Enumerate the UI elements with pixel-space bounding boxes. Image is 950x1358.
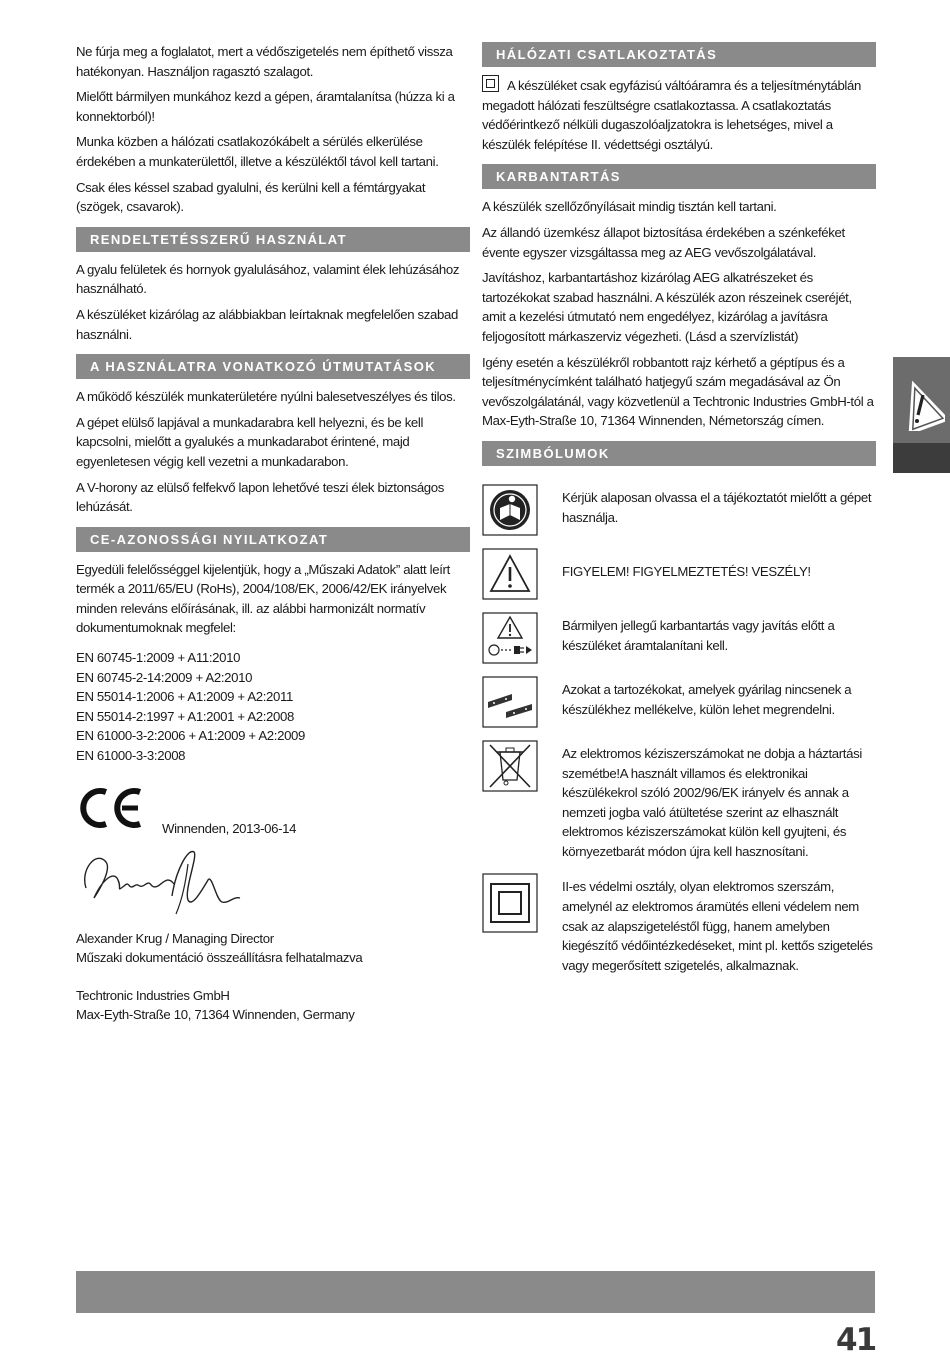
- unplug-warning-icon: [482, 612, 538, 664]
- standard-item: EN 60745-2-14:2009 + A2:2010: [76, 669, 253, 685]
- warning-icon: [482, 548, 538, 600]
- symbol-text: Bármilyen jellegű karbantartás vagy javítás előtt a készüléket áramtalanítani kell.: [562, 617, 835, 653]
- class-ii-icon: [482, 873, 538, 933]
- intro-paragraph-3: Munka közben a hálózati csatlakozókábelt a sérülés elkerülése érdekében a munkaterülettől, illetve a készüléktől távol kell tartani.: [76, 134, 439, 169]
- section-header-intended-use: RENDELTETÉSSZERŰ HASZNÁLAT: [76, 227, 470, 252]
- section-header-symbols: SZIMBÓLUMOK: [482, 441, 876, 466]
- section-header-ce-declaration: CE-AZONOSSÁGI NYILATKOZAT: [76, 527, 470, 552]
- symbol-text: FIGYELEM! FIGYELMEZTETÉS! VESZÉLY!: [562, 563, 811, 579]
- symbol-row: [482, 612, 876, 664]
- ce-declaration-paragraph: Egyedüli felelősséggel kijelentjük, hogy a „Műszaki Adatok” alatt leírt termék a 2011/65/EU (RoHs), 2004/108/EK, 2006/42/EK irányelvek minden releváns előírásának, ill. az alábbi harmonizált normatív dokumentumoknak megfelel:: [76, 561, 450, 636]
- section-header-maintenance: KARBANTARTÁS: [482, 164, 876, 189]
- maintenance-paragraph-2: Az állandó üzemkész állapot biztosítása érdekében a szénkeféket évente egyszer vizsgáltassa meg az AEG vevőszolgálatával.: [482, 224, 845, 260]
- symbol-text: II-es védelmi osztály, olyan elektromos szerszám, amelynél az elektromos áramütés elleni védelem nem csak az alapszigeteléstől függ, hanem amelyben kiegészítő védőintézkedéseket, mint pl. kettős szigetelés vagy megerősített szigetelés, alkalmaznak.: [562, 879, 873, 973]
- symbol-text: Azokat a tartozékokat, amelyek gyárilag nincsenek a készülékhez mellékelve, külön lehet megrendelni.: [562, 681, 852, 717]
- company-name: Techtronic Industries GmbH: [76, 987, 230, 1003]
- symbol-text: Kérjük alaposan olvassa el a tájékoztatót mielőtt a gépet használja.: [562, 489, 872, 525]
- intended-use-paragraph-1: A gyalu felületek és hornyok gyalulásához, valamint élek lehúzásához használható.: [76, 261, 460, 297]
- standard-item: EN 61000-3-3:2008: [76, 748, 186, 764]
- warning-tab-icon: [897, 377, 945, 431]
- ce-mark-icon: [76, 786, 144, 830]
- weee-bin-icon: [482, 740, 538, 792]
- intended-use-paragraph-2: A készüléket kizárólag az alábbiakban leírtaknak megfelelően szabad használni.: [76, 306, 458, 342]
- symbol-row: [482, 548, 876, 600]
- standards-list: [76, 648, 470, 766]
- usage-paragraph-1: A működő készülék munkaterületére nyúlni balesetveszélyes és tilos.: [76, 389, 456, 405]
- intro-paragraph-4: Csak éles késsel szabad gyalulni, és kerülni kell a fémtárgyakat (szögek, csavarok).: [76, 179, 426, 215]
- maintenance-paragraph-4: Igény esetén a készülékről robbantott rajz kérhető a géptípus és a teljesítménycímként található hatjegyű szám megadásával az Ön vevőszolgálatánál, vagy közvetlenül a Techtronic Industries GmbH-tól a Max-Eyth-Straße 10, 71364 Winnenden, Németország címen.: [482, 354, 874, 429]
- usage-paragraph-3: A V-horony az elülső felfekvő lapon lehetővé teszi élek biztonságos lehúzását.: [76, 479, 445, 515]
- mains-paragraph: A készüléket csak egyfázisú váltóáramra és a teljesítménytáblán megadott hálózati feszültségre csatlakoztassa. A csatlakoztatás védőérintkező nélküli dugaszolóaljzatokra is lehetséges, mivel a készülék felépítése II. védettségi osztályú.: [482, 75, 876, 154]
- symbol-row: [482, 484, 876, 536]
- intro-paragraph-2: Mielőtt bármilyen munkához kezd a gépen, áramtalanítsa (húzza ki a konnektorból)!: [76, 89, 455, 124]
- read-manual-icon: [482, 484, 538, 536]
- accessory-blades-icon: [482, 676, 538, 728]
- symbol-row: [482, 873, 876, 975]
- class-ii-inline-icon: [482, 75, 499, 92]
- place-date: Winnenden, 2013-06-14: [162, 820, 297, 836]
- side-warning-tab: [893, 357, 950, 473]
- standard-item: EN 55014-1:2006 + A1:2009 + A2:2011: [76, 689, 294, 705]
- symbol-row: [482, 676, 876, 728]
- ce-mark-row: [76, 786, 470, 836]
- section-header-mains-connection: HÁLÓZATI CSATLAKOZTATÁS: [482, 42, 876, 67]
- section-header-usage-instructions: A HASZNÁLATRA VONATKOZÓ ÚTMUTATÁSOK: [76, 354, 470, 379]
- standard-item: EN 61000-3-2:2006 + A1:2009 + A2:2009: [76, 728, 306, 744]
- standard-item: EN 55014-2:1997 + A1:2001 + A2:2008: [76, 708, 294, 724]
- signer-name: Alexander Krug / Managing Director: [76, 930, 274, 946]
- footer-bar: [76, 1271, 875, 1313]
- maintenance-paragraph-1: A készülék szellőzőnyílásait mindig tisztán kell tartani.: [482, 199, 777, 215]
- signature-icon: [76, 840, 246, 920]
- company-address: Max-Eyth-Straße 10, 71364 Winnenden, Germany: [76, 1007, 355, 1023]
- maintenance-paragraph-3: Javításhoz, karbantartáshoz kizárólag AEG alkatrészeket és tartozékokat szabad használni. A készülék azon részeinek cseréjét, amit a kezelési útmutató nem engedélyez, kizárólag a javításra feljogosított márkaszerviz végezheti. (Lásd a szervízlistát): [482, 270, 852, 344]
- left-column: [76, 42, 470, 1025]
- symbol-text: Az elektromos kéziszerszámokat ne dobja a háztartási szemétbe!A használt villamos és elektronikai készülékekrol szóló 2002/96/EK irányelv és annak a nemzeti jogba való átültetése szerint az elhasznált elektromos kéziszerszámokat külön kell gyujteni, és környezetbarát módon újra kell hasznosítani.: [562, 745, 862, 859]
- right-column: [482, 42, 876, 987]
- signer-role: Műszaki dokumentáció összeállításra felhatalmazva: [76, 950, 363, 966]
- symbol-row: [482, 740, 876, 862]
- signatory-block: [76, 929, 470, 1025]
- standard-item: EN 60745-1:2009 + A11:2010: [76, 650, 241, 666]
- page-number: 41: [836, 1322, 876, 1358]
- usage-paragraph-2: A gépet elülső lapjával a munkadarabra kell helyezni, és be kell kapcsolni, mielőtt a gyalukés a munkadarabot érintené, majd egyenletesen végig kell vezetni a munkadarabon.: [76, 414, 424, 469]
- intro-paragraph-1: Ne fúrja meg a foglalatot, mert a védőszigetelés nem építhető vissza hatékonyan. Használjon ragasztó szalagot.: [76, 44, 453, 79]
